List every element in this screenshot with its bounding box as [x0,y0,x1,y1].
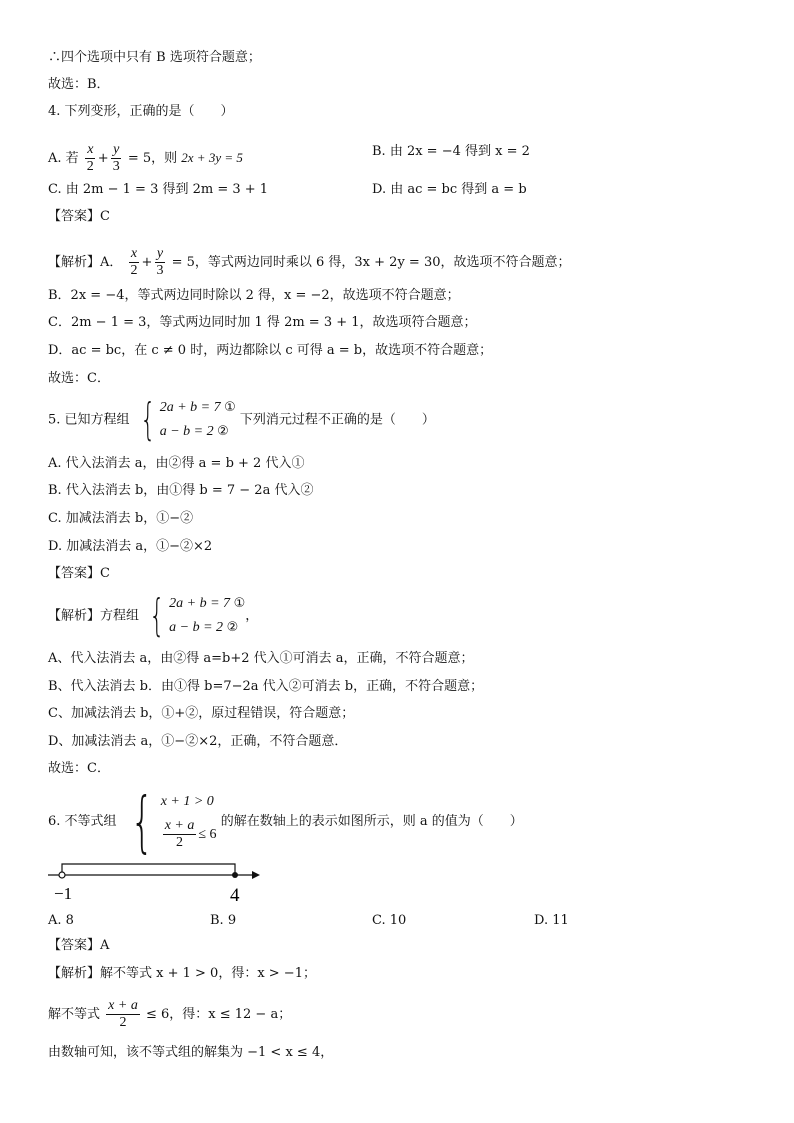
explanation-6c: 由数轴可知，该不等式组的解集为 −1 < x ≤ 4， [48,1045,334,1060]
label-left: −1 [54,884,73,903]
text-line: ∴四个选项中只有 B 选项符合题意； [48,50,261,65]
q5-option-d: D. 加减法消去 a，①−②×2 [48,539,213,554]
q4-option-d: D. 由 ac = bc 得到 a = b [372,182,527,197]
explanation-4d: D．ac = bc，在 c ≠ 0 时，两边都除以 c 可得 a = b，故选项不符合题意； [48,343,493,358]
explanation-5a: A、代入法消去 a，由②得 a=b+2 代入①可消去 a，正确，不符合题意； [48,651,474,666]
equation-system: { 2a + b = 7 ① a − b = 2 ② [139,394,236,445]
selection-4: 故选：C． [48,371,110,386]
question-4: 4. 下列变形，正确的是（ ） [48,104,234,119]
q6-option-d: D. 11 [534,913,569,928]
fraction-y-over-3: $\frac{y}{3}$ [156,246,164,278]
q5-option-c: C. 加减法消去 b，①−② [48,511,194,526]
q5-option-a: A. 代入法消去 a，由②得 a = b + 2 代入① [48,456,305,471]
q4a-eq: = 5，则 [127,151,178,166]
explanation-4b: B．2x = −4，等式两边同时除以 2 得，x = −2，故选项不符合题意； [48,288,460,303]
explanation-6b: 解不等式 $\frac{x + a}{2}$ ≤ 6，得：x ≤ 12 − a； [48,998,292,1030]
q4a-prefix: A. 若 [48,151,79,166]
explanation-5c: C、加减法消去 b，①+②，原过程错误，符合题意； [48,706,355,721]
open-dot [59,872,65,878]
answer-4: 【答案】C [48,209,110,224]
closed-dot [232,872,238,878]
equation-system: { 2a + b = 7 ① a − b = 2 ② [149,590,246,641]
number-line [40,858,270,908]
q4-option-b: B. 由 2x = −4 得到 x = 2 [372,144,530,159]
q5-option-b: B. 代入法消去 b，由①得 b = 7 − 2a 代入② [48,483,314,498]
q6-option-a: A. 8 [48,913,74,928]
arrow-icon [252,871,260,879]
explanation-5b: B、代入法消去 b．由①得 b=7−2a 代入②可消去 b，正确，不符合题意； [48,679,484,694]
answer-6: 【答案】A [48,938,110,953]
fraction-x-over-2: $\frac{x}{2}$ [130,246,138,278]
solution-range [62,864,235,875]
label-right: 4 [230,885,240,906]
answer-5: 【答案】C [48,566,110,581]
explanation-5: 【解析】方程组 { 2a + b = 7 ① a − b = 2 ② ， [48,590,259,641]
explanation-4c: C．2m − 1 = 3，等式两边同时加 1 得 2m = 3 + 1，故选项符合题意； [48,315,477,330]
text-line: 故选：B． [48,77,110,92]
q6-option-c: C. 10 [372,913,407,928]
fraction-x-over-2: $\frac{x}{2}$ [86,142,94,174]
question-6: 6. 不等式组 { x + 1 > 0 $\frac{x + a}{2}$ ≤ 6 的解在数轴上的表示如图所示，则 a 的值为（ ） [48,782,523,860]
question-5: 5. 已知方程组 { 2a + b = 7 ① a − b = 2 ② 下列消元过程不正确的是（ ） [48,394,435,445]
fraction-y-over-3: $\frac{y}{3}$ [112,142,120,174]
inequality-system: { x + 1 > 0 $\frac{x + a}{2}$ ≤ 6 [130,782,217,860]
selection-5: 故选：C． [48,761,110,776]
q6-option-b: B. 9 [210,913,237,928]
q4-option-a: A. 若 $\frac{x}{2}$ + $\frac{y}{3}$ = 5，则 2x + 3y = 5 [48,142,243,174]
explanation-4a: 【解析】A． $\frac{x}{2}$ + $\frac{y}{3}$ = 5，等式两边同时乘以 6 得，3x + 2y = 30，故选项不符合题意； [48,246,571,278]
explanation-6a: 【解析】解不等式 x + 1 > 0，得：x > −1； [48,966,316,981]
explanation-5d: D、加减法消去 a，①−②×2，正确，不符合题意． [48,734,348,749]
q4-option-c: C. 由 2m − 1 = 3 得到 2m = 3 + 1 [48,182,269,197]
q4a-result: 2x + 3y = 5 [181,150,243,165]
